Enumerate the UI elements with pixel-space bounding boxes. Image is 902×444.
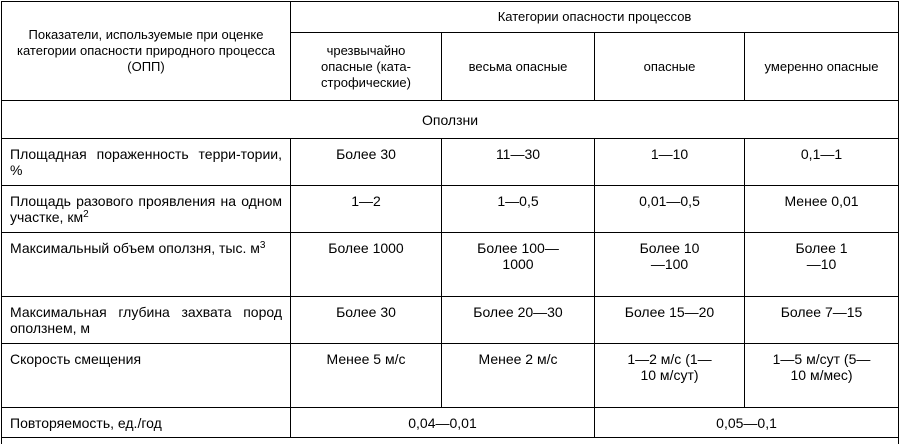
section-title: Оползни	[2, 101, 899, 139]
cell-value: Менее 5 м/с	[291, 344, 442, 408]
category-moderately-dangerous: умеренно опасные	[745, 33, 899, 101]
table-continuation	[2, 438, 899, 444]
cell-value: 1—0,5	[442, 186, 595, 233]
row-label	[2, 233, 291, 297]
indicators-header: Показатели, используемые при оценке категории опасности природного процесса (ОПП)	[2, 2, 291, 101]
row-label-text: Площадь разового проявления на одном участке, км	[10, 193, 282, 225]
row-label	[2, 186, 291, 233]
cell-value: Менее 0,01	[745, 186, 899, 233]
cell-value: Более 30	[291, 297, 442, 344]
cell-value: 0,1—1	[745, 139, 899, 186]
table-row	[2, 139, 899, 186]
cell-value: 0,01—0,5	[595, 186, 745, 233]
table-row	[2, 233, 899, 297]
row-label-text: Максимальный объем оползня, тыс. м	[10, 240, 260, 256]
category-very-dangerous: весьма опасные	[442, 33, 595, 101]
row-label: Повторяемость, ед./год	[2, 408, 291, 438]
table-row	[2, 344, 899, 408]
cell-value: 1—2	[291, 186, 442, 233]
category-extremely-dangerous: чрезвычайно опасные (ката-строфические)	[291, 33, 442, 101]
unit-superscript: 2	[83, 209, 89, 220]
cell-value: Более 30	[291, 139, 442, 186]
table-row	[2, 438, 899, 444]
table-row	[2, 408, 899, 438]
hazard-category-table	[1, 1, 899, 444]
categories-title: Категории опасности процессов	[291, 2, 899, 33]
row-label: Площадная пораженность терри-тории, %	[2, 139, 291, 186]
cell-value: Более 1—10	[745, 233, 899, 297]
cell-value: Более 100—1000	[442, 233, 595, 297]
row-label: Скорость смещения	[2, 344, 291, 408]
cell-value: Менее 2 м/с	[442, 344, 595, 408]
row-label: Максимальная глубина захвата пород оползнем, м	[2, 297, 291, 344]
cell-value: 1—10	[595, 139, 745, 186]
cell-value: Более 20—30	[442, 297, 595, 344]
cell-value: Более 10—100	[595, 233, 745, 297]
cell-value: Более 15—20	[595, 297, 745, 344]
cell-value: 1—2 м/с (1—10 м/сут)	[595, 344, 745, 408]
category-dangerous: опасные	[595, 33, 745, 101]
cell-value: Более 7—15	[745, 297, 899, 344]
table-row	[2, 186, 899, 233]
table-row	[2, 297, 899, 344]
cell-value: 11—30	[442, 139, 595, 186]
cell-value: 0,04—0,01	[291, 408, 595, 438]
cell-value: 0,05—0,1	[595, 408, 899, 438]
cell-value: Более 1000	[291, 233, 442, 297]
cell-value: 1—5 м/сут (5—10 м/мес)	[745, 344, 899, 408]
unit-superscript: 3	[259, 240, 266, 251]
